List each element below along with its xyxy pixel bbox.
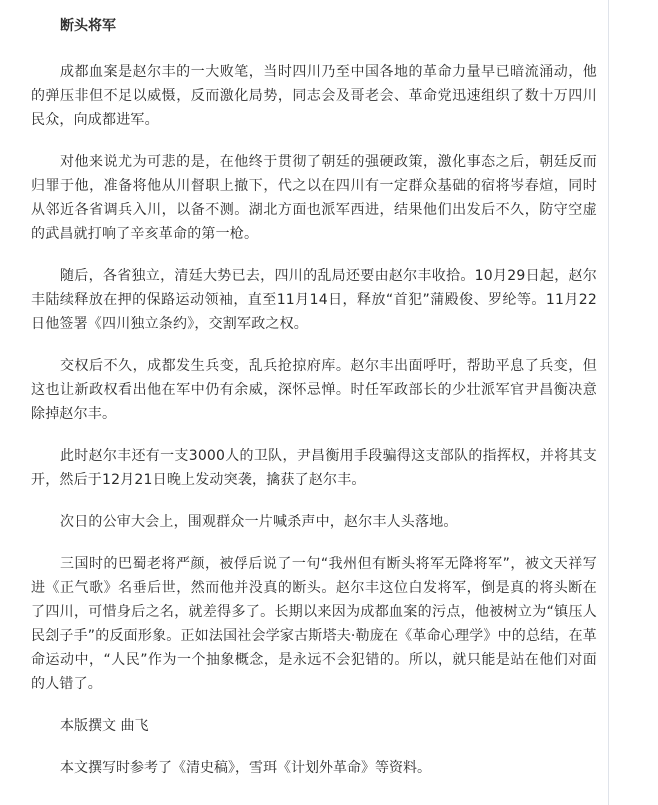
paragraph-5: 此时赵尔丰还有一支3000人的卫队，尹昌衡用手段骗得这支部队的指挥权，并将其支开，然后于12月21日晚上发动突袭，擒获了赵尔丰。	[31, 448, 597, 488]
paragraph-3: 随后，各省独立，清廷大势已去，四川的乱局还要由赵尔丰收拾。10月29日起，赵尔丰陆续释放在押的保路运动领袖，直至11月14日，释放“首犯”蒲殿俊、罗纶等。11月22日他签署《四川独立条约》，交割军政之权。	[31, 268, 597, 332]
paragraph-2: 对他来说尤为可悲的是，在他终于贯彻了朝廷的强硬政策，激化事态之后，朝廷反而归罪于他，准备将他从川督职上撤下，代之以在四川有一定群众基础的宿将岑春煊，同时从邻近各省调兵入川，以备不测。湖北方面也派军西进，结果他们出发后不久，防守空虚的武昌就打响了辛亥革命的第一枪。	[31, 154, 597, 242]
paragraph-1: 成都血案是赵尔丰的一大败笔，当时四川乃至中国各地的革命力量早已暗流涌动，他的弹压非但不足以威慑，反而激化局势，同志会及哥老会、革命党迅速组织了数十万四川民众，向成都进军。	[31, 64, 597, 128]
paragraph-7: 三国时的巴蜀老将严颜，被俘后说了一句“我州但有断头将军无降将军”，被文天祥写进《正气歌》名垂后世，然而他并没真的断头。赵尔丰这位白发将军，倒是真的将头断在了四川，可惜身后之名，就差得多了。长期以来因为成都血案的污点，他被树立为“镇压人民刽子手”的反面形象。正如法国社会学家古斯塔夫·勒庞在《革命心理学》中的总结，在革命运动中，“人民”作为一个抽象概念，是永远不会犯错的。所以，就只能是站在他们对面的人错了。	[31, 556, 597, 692]
byline: 本版撰文 曲飞	[60, 718, 149, 734]
section-title: 断头将军	[60, 18, 116, 34]
paragraph-4: 交权后不久，成都发生兵变，乱兵抢掠府库。赵尔丰出面呼吁，帮助平息了兵变，但这也让新政权看出他在军中仍有余威，深怀忌惮。时任军政部长的少壮派军官尹昌衡决意除掉赵尔丰。	[31, 358, 597, 422]
sources-note: 本文撰写时参考了《清史稿》，雪珥《计划外革命》等资料。	[60, 760, 431, 776]
paragraph-6: 次日的公审大会上，围观群众一片喊杀声中，赵尔丰人头落地。	[60, 514, 458, 530]
article-body	[31, 14, 597, 780]
